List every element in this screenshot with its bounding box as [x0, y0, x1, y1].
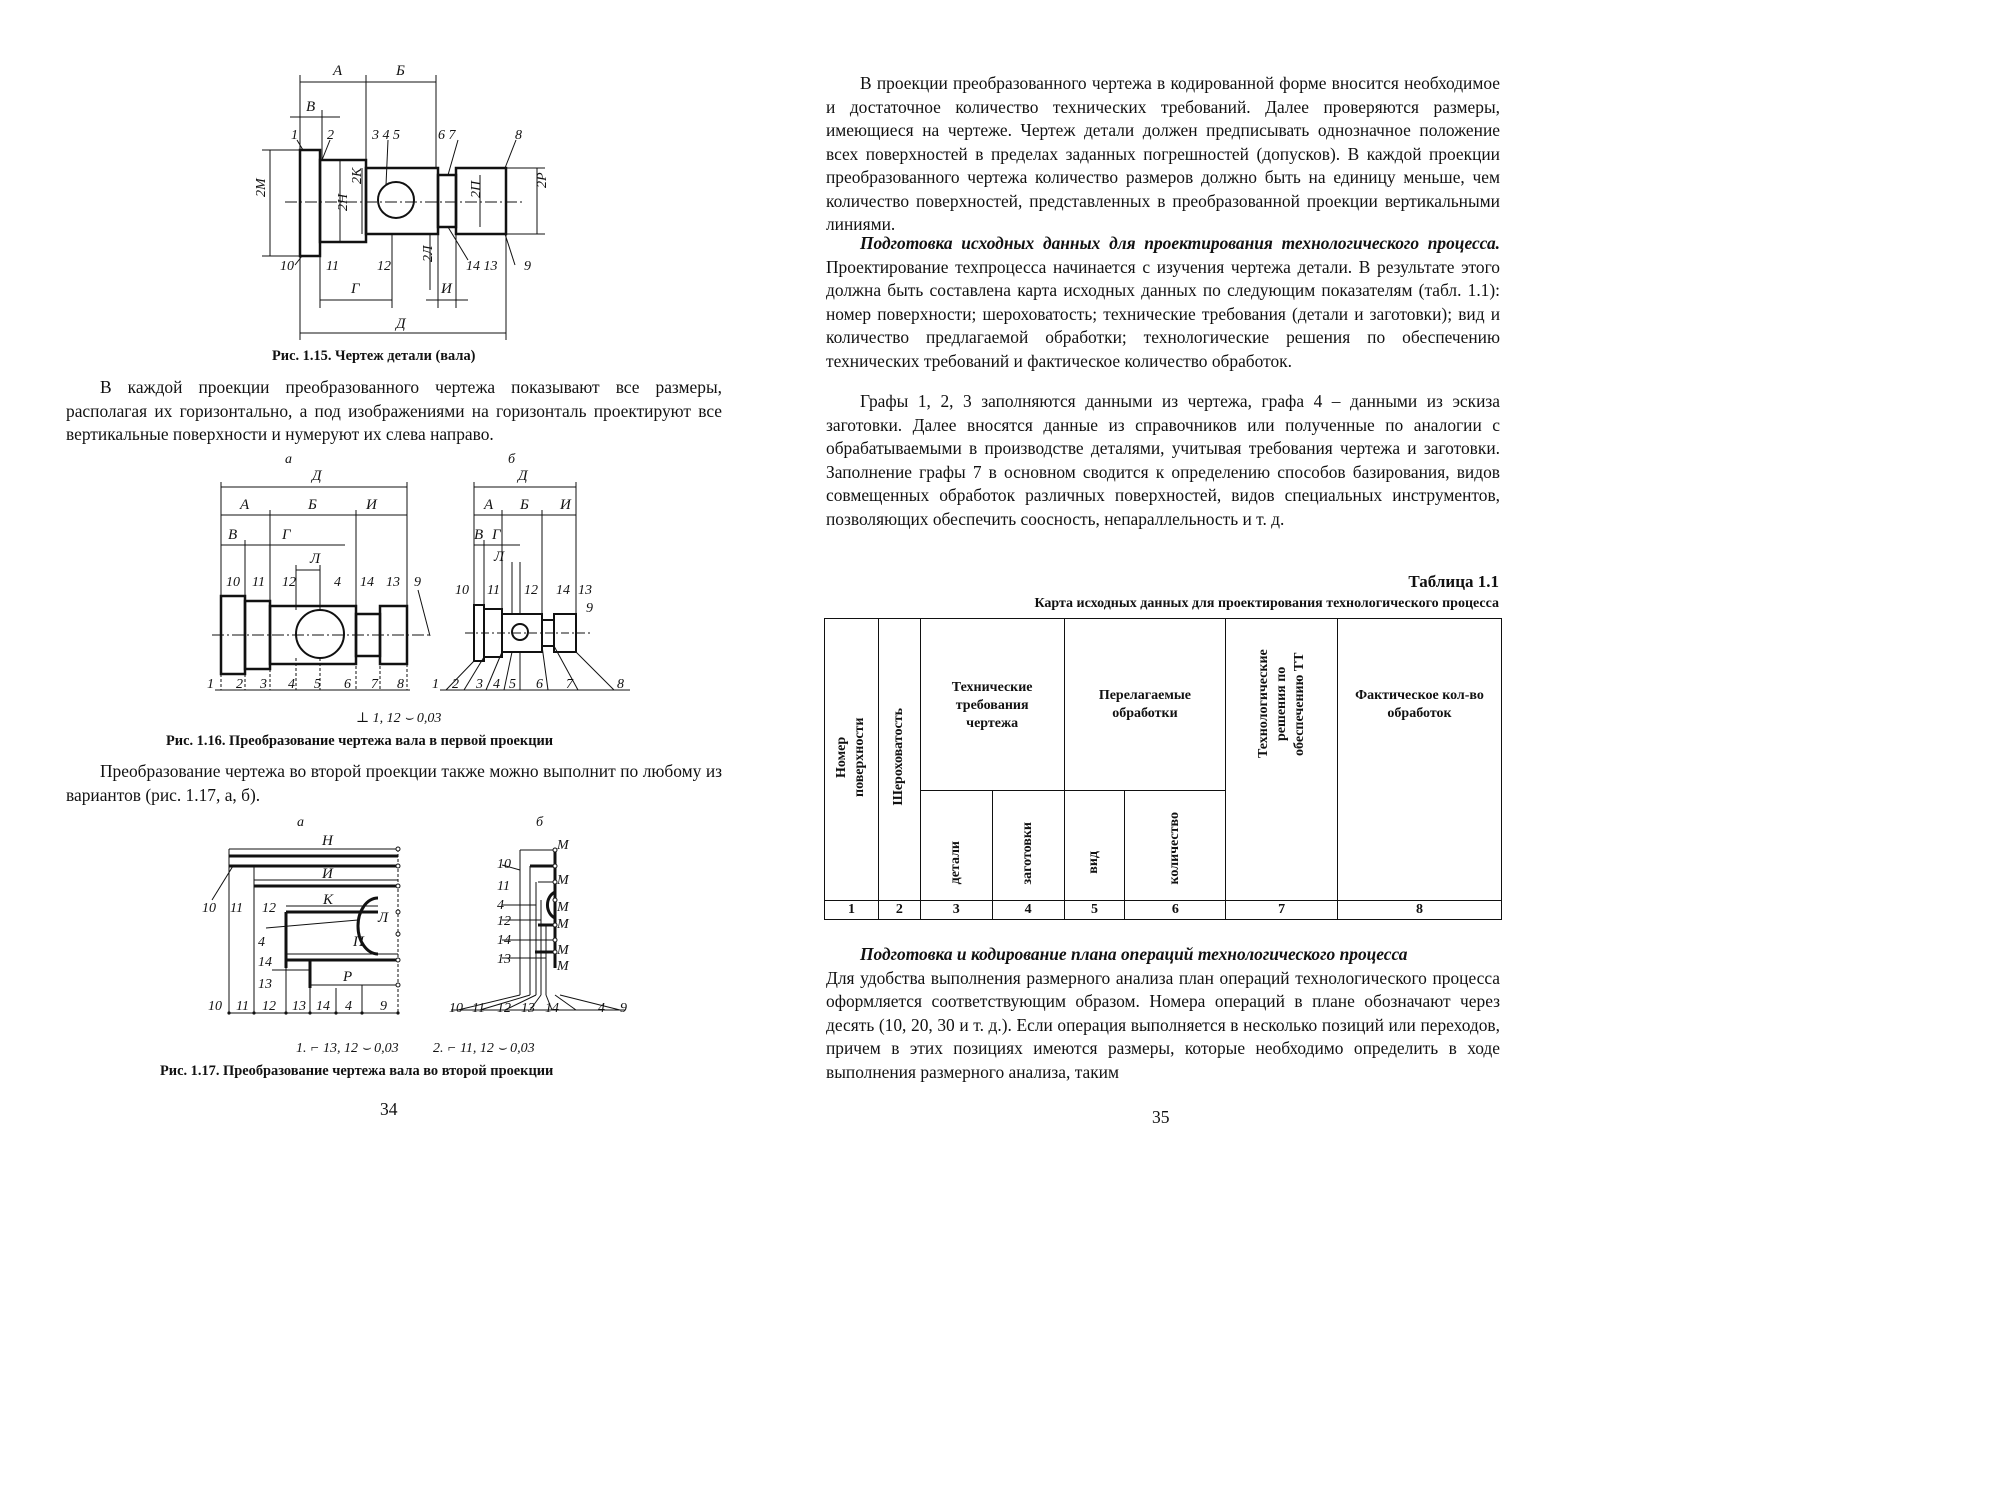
column-number: 3	[920, 901, 992, 920]
dim-label-D: Д	[518, 468, 528, 484]
dim-label-2K: 2К	[350, 167, 365, 184]
dim-label-M: М	[557, 838, 569, 853]
column-number: 6	[1125, 901, 1226, 920]
table-title: Карта исходных данных для проектирования технологического процесса	[1034, 596, 1499, 611]
surface-number: 10	[226, 575, 240, 590]
subheader-part: детали	[920, 791, 992, 901]
dim-label-G: Г	[351, 281, 360, 297]
page-number-right: 35	[1152, 1107, 1170, 1127]
surface-number: 14	[258, 955, 272, 970]
surface-number: 9	[414, 575, 421, 590]
figure-1-17-second-projection	[195, 812, 645, 1062]
tolerance-annotation: ⊥ 1, 12 ⌣ 0,03	[356, 711, 442, 726]
dim-label-B: Б	[520, 497, 529, 513]
tolerance-annotation-1: 1. ⌐ 13, 12 ⌣ 0,03	[296, 1041, 399, 1056]
dim-label-R: Р	[343, 969, 353, 985]
dim-label-A: А	[240, 497, 250, 513]
baseline-number: 6	[344, 677, 351, 692]
baseline-number: 14	[545, 1001, 559, 1016]
baseline-number: 12	[262, 999, 276, 1014]
column-number: 8	[1338, 901, 1502, 920]
surface-number: 11	[252, 575, 265, 590]
baseline-number: 10	[208, 999, 222, 1014]
surface-number: 10	[497, 857, 511, 872]
left-paragraph-1: В каждой проекции преобразованного чертежа показывают все размеры, располагая их горизонтально, а под изображениями на горизонталь проектируют все вертикальные поверхности и нумеруют их слева направо.	[66, 377, 722, 444]
surface-number: 12	[524, 583, 538, 598]
column-number: 5	[1064, 901, 1125, 920]
surface-number: 10	[280, 259, 294, 274]
baseline-number: 2	[452, 677, 459, 692]
subheader-blank: заготовки	[992, 791, 1064, 901]
dim-label-V: В	[228, 527, 238, 543]
baseline-number: 4	[288, 677, 295, 692]
header-roughness: Шероховатость	[878, 619, 920, 901]
surface-number: 13	[497, 952, 511, 967]
dim-label-A: А	[484, 497, 494, 513]
subfigure-label-b: б	[536, 815, 544, 830]
figure-1-17-caption: Рис. 1.17. Преобразование чертежа вала во второй проекции	[160, 1063, 554, 1079]
dim-label-B: Б	[308, 497, 317, 513]
column-number: 7	[1226, 901, 1338, 920]
figure-1-15-caption: Рис. 1.15. Чертеж детали (вала)	[272, 348, 476, 364]
dim-label-M: М	[557, 917, 569, 932]
dim-label-2P: 2П	[469, 180, 484, 198]
dim-label-M: М	[557, 873, 569, 888]
surface-number: 12	[262, 901, 276, 916]
dim-label-V: В	[474, 527, 484, 543]
right-paragraph-4: Подготовка и кодирование плана операций технологического процесса Для удобства выполнения размерного анализа план операций технологического процесса оформляется соответствующим образом. Номера операций в плане обозначают через десять (10, 20, 30 и т. д.). Если операция выполняется в несколько позиций или переходов, причем в этих позициях имеются размеры, которые необходимо определить в ходе выполнения размерного анализа, таким	[826, 944, 1500, 1082]
dim-label-2M: 2М	[254, 178, 269, 197]
surface-number: 4	[497, 898, 504, 913]
baseline-number: 8	[617, 677, 624, 692]
surface-number: 12	[377, 259, 391, 274]
column-number: 1	[825, 901, 879, 920]
dim-label-L: Л	[494, 549, 505, 565]
surface-number: 10	[202, 901, 216, 916]
baseline-number: 14	[316, 999, 330, 1014]
baseline-number: 8	[397, 677, 404, 692]
figure-1-16-caption: Рис. 1.16. Преобразование чертежа вала в первой проекции	[166, 733, 554, 749]
baseline-number: 13	[521, 1001, 535, 1016]
surface-number: 9	[524, 259, 531, 274]
baseline-number: 4	[345, 999, 352, 1014]
subfigure-label-a: а	[297, 815, 304, 830]
dim-label-A: А	[333, 63, 343, 79]
right-paragraph-3: Графы 1, 2, 3 заполняются данными из чертежа, графа 4 – данными из эскиза заготовки. Далее вносятся данные из справочников или полученные по аналогии с обрабатываемыми в производстве деталями, учитывая требования чертежа и заготовки. Заполнение графы 7 в основном сводится к определению способов базирования, видов совмещенных обработок различных поверхностей, видов специальных инструментов, позволяющих обеспечить соосность, непараллельность и т. д.	[826, 391, 1500, 529]
figure-1-16-first-projection	[200, 448, 640, 732]
dim-label-L: Л	[310, 551, 321, 567]
surface-number: 11	[230, 901, 243, 916]
header-actual-count: Фактическое кол-во обработок	[1338, 619, 1502, 901]
baseline-number: 3	[260, 677, 267, 692]
surface-number: 9	[586, 601, 593, 616]
source-data-table	[824, 618, 1502, 920]
baseline-number: 1	[207, 677, 214, 692]
baseline-number: 13	[292, 999, 306, 1014]
subfigure-label-b: б	[508, 452, 516, 467]
dim-label-D: Д	[312, 468, 322, 484]
baseline-number: 4	[598, 1001, 605, 1016]
dim-label-2N: 2Н	[336, 193, 351, 211]
baseline-number: 5	[314, 677, 321, 692]
subheader-quantity: количество	[1125, 791, 1226, 901]
surface-number: 8	[515, 128, 522, 143]
baseline-number: 11	[236, 999, 249, 1014]
section-heading-operation-plan: Подготовка и кодирование плана операций технологического процесса	[860, 944, 1408, 964]
surface-number: 14 13	[466, 259, 498, 274]
section-heading-initial-data: Подготовка исходных данных для проектирования технологического процесса.	[860, 233, 1500, 253]
header-proposed-processing: Перелагаемые обработки	[1064, 619, 1226, 791]
surface-number: 13	[386, 575, 400, 590]
dim-label-B: Б	[396, 63, 405, 79]
table-label: Таблица 1.1	[1408, 572, 1499, 591]
baseline-number: 6	[536, 677, 543, 692]
baseline-number: 12	[497, 1001, 511, 1016]
dim-label-I: И	[366, 497, 377, 513]
header-tech-solutions: Технологические решения по обеспечению ТТ	[1226, 619, 1338, 901]
baseline-number: 1	[432, 677, 439, 692]
dim-label-M: М	[557, 943, 569, 958]
dim-label-G: Г	[492, 527, 501, 543]
header-tech-requirements: Технические требования чертежа	[920, 619, 1064, 791]
dim-label-P: П	[353, 934, 364, 950]
surface-number: 11	[326, 259, 339, 274]
dim-label-N: Н	[322, 833, 333, 849]
surface-number: 2	[327, 128, 334, 143]
baseline-number: 7	[566, 677, 573, 692]
surface-number: 13	[258, 977, 272, 992]
subfigure-label-a: а	[285, 452, 292, 467]
column-number: 2	[878, 901, 920, 920]
dim-label-I: И	[322, 866, 333, 882]
surface-number: 4	[334, 575, 341, 590]
column-number: 4	[992, 901, 1064, 920]
dim-label-M: М	[557, 900, 569, 915]
surface-number: 4	[258, 935, 265, 950]
dim-label-2R: 2Р	[535, 172, 550, 188]
baseline-number: 4	[493, 677, 500, 692]
surface-number: 14	[497, 933, 511, 948]
surface-number: 11	[487, 583, 500, 598]
page-number-left: 34	[380, 1099, 398, 1119]
header-surface-number: Номер поверхности	[825, 619, 879, 901]
baseline-number: 5	[509, 677, 516, 692]
baseline-number: 3	[476, 677, 483, 692]
baseline-number: 10	[449, 1001, 463, 1016]
dim-label-L: Л	[378, 910, 389, 926]
surface-number: 14	[556, 583, 570, 598]
right-paragraph-2: Подготовка исходных данных для проектирования технологического процесса. Проектирование техпроцесса начинается с изучения чертежа детали. В результате этого должна быть составлена карта исходных данных по следующим показателям (табл. 1.1): номер поверхности; шероховатость; технические требования (детали и заготовки); вид и количество предлагаемой обработки; технологические решения по обеспечению технических требований и фактическое количество обработок.	[826, 233, 1500, 371]
dim-label-K: К	[323, 892, 333, 908]
right-paragraph-1: В проекции преобразованного чертежа в кодированной форме вносится необходимое и достаточное количество технических требований. Далее проверяются размеры, имеющиеся на чертеже. Чертеж детали должен предписывать однозначное положение всех поверхностей в пределах заданных погрешностей (допусков). В каждой проекции преобразованного чертежа количество размеров должно быть на единицу меньше, чем количество поверхностей, представленных в преобразованной проекции вертикальными линиями.	[826, 73, 1500, 234]
surface-number: 13	[578, 583, 592, 598]
surface-number: 6 7	[438, 128, 456, 143]
baseline-number: 7	[371, 677, 378, 692]
baseline-number: 11	[472, 1001, 485, 1016]
dim-label-M: М	[557, 959, 569, 974]
left-paragraph-2: Преобразование чертежа во второй проекции также можно выполнит по любому из вариантов (рис. 1.17, а, б).	[66, 761, 722, 805]
surface-number: 3 4 5	[372, 128, 400, 143]
surface-number: 12	[497, 914, 511, 929]
surface-number: 1	[291, 128, 298, 143]
dim-label-I: И	[560, 497, 571, 513]
surface-number: 14	[360, 575, 374, 590]
dim-label-D: Д	[396, 316, 406, 332]
dim-label-2L: 2Л	[421, 245, 436, 262]
baseline-number: 2	[236, 677, 243, 692]
dim-label-V: В	[306, 99, 316, 115]
baseline-number: 9	[620, 1001, 627, 1016]
dim-label-I: И	[441, 281, 452, 297]
tolerance-annotation-2: 2. ⌐ 11, 12 ⌣ 0,03	[433, 1041, 535, 1056]
figure-1-15-shaft-drawing	[250, 60, 550, 350]
dim-label-G: Г	[282, 527, 291, 543]
surface-number: 11	[497, 879, 510, 894]
subheader-kind: вид	[1064, 791, 1125, 901]
surface-number: 12	[282, 575, 296, 590]
baseline-number: 9	[380, 999, 387, 1014]
surface-number: 10	[455, 583, 469, 598]
